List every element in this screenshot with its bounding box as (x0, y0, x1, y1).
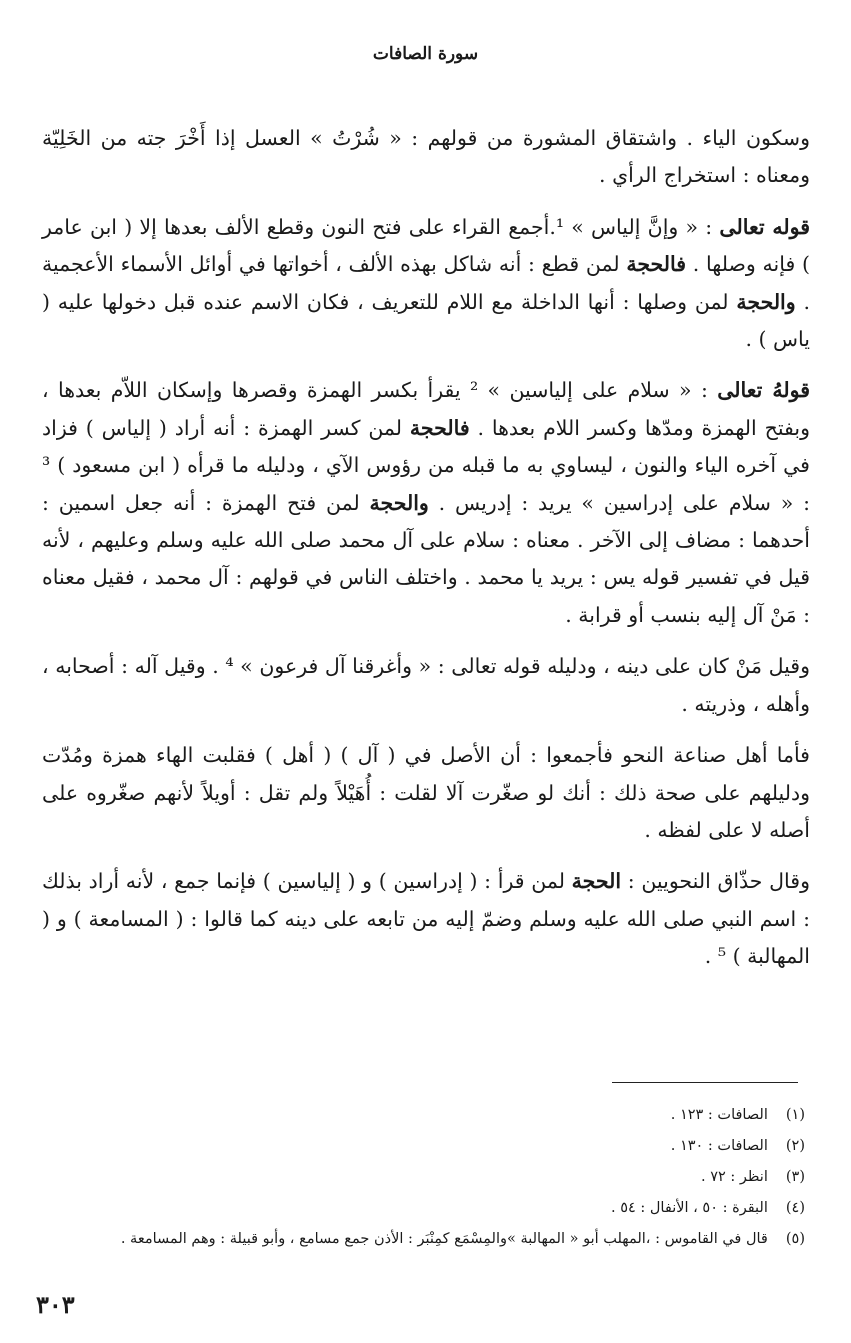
footnote-number: (٣) (785, 1169, 805, 1185)
footnote (60, 1131, 805, 1162)
paragraph (42, 737, 810, 849)
keyword-text: والحجة (736, 289, 796, 314)
keyword-text: فالحجة (409, 415, 470, 440)
paragraph (42, 120, 810, 195)
footnote-text: الصافات : ١٣٠ . (670, 1138, 768, 1154)
footnote-text: الصافات : ١٢٣ . (670, 1107, 768, 1123)
body-text-segment: : « وإنَّ إلياس » ¹.أجمع القراء على فتح النون وقطع الألف بعدها إلا ( ابن عامر ) فإنه وصلها . (42, 214, 810, 277)
body-text-segment: لمن قطع : أنه شاكل بهذه الألف ، أخواتها في أوائل الأسماء الأعجمية . (42, 252, 810, 314)
footnote-text: انظر : ٧٢ . (700, 1169, 768, 1185)
body-text-segment: لمن قرأ : ( إدراسين ) و ( إلياسين ) فإنما جمع ، لأنه أراد بذلك : اسم النبي صلى الله عليه وسلم وضمّ إليه من تابعه على دينه كما قالوا : ( المسامعة ) و ( المهالبة ) ⁵ . (42, 869, 810, 969)
body-text-segment: وقيل مَنْ كان على دينه ، ودليله قوله تعالى : « وأغرقنا آل فرعون » ⁴ . وقيل آله : أصحابه ، وأهله ، وذريته . (42, 654, 810, 716)
footnote-text: قال في القاموس : ،المهلب أبو « المهالبة »والمِسْمَع كمِنْبَر : الأذن جمع مسامع ، وأبو قبيلة : وهم المسامعة . (120, 1231, 768, 1247)
main-text (42, 120, 810, 990)
paragraph (42, 372, 810, 634)
body-text-segment: : « سلام على إلياسين » ² يقرأ بكسر الهمزة وقصرها وإسكان اللاّم بعدها ، وبفتح الهمزة ومدّها وكسر اللام بعدها . (42, 378, 810, 440)
footnote-number: (٥) (785, 1231, 805, 1247)
body-text-segment: فأما أهل صناعة النحو فأجمعوا : أن الأصل في ( آل ) ( أهل ) فقلبت الهاء همزة ومُدّت ودليلهم على صحة ذلك : أنك لو صغّرت آلا لقلت : أُهَيْلاً ولم تقل : أويلاً لأنهم صغّروه على أصله لا على لفظه . (42, 743, 810, 842)
keyword-text: قوله تعالى (719, 214, 811, 239)
footnote (60, 1224, 805, 1255)
paragraph (42, 648, 810, 723)
page-title: سورة الصافات (372, 44, 479, 64)
keyword-text: فالحجة (626, 252, 687, 277)
body-text-segment: لمن كسر الهمزة : أنه أراد ( إلياس ) فزاد في آخره الياء والنون ، ليساوي به ما قبله من رؤوس الآي ، ودليله ما قرأه ( ابن مسعود ) ³ : « سلام على إدراسين » يريد : إدريس . (42, 415, 810, 515)
footnote-text: البقرة : ٥٠ ، الأنفال : ٥٤ . (611, 1200, 768, 1216)
footnote (60, 1162, 805, 1193)
page-number: ٣٠٣ (36, 1290, 75, 1319)
keyword-text: الحجة (571, 869, 622, 894)
footnotes (60, 1100, 805, 1255)
footnote (60, 1100, 805, 1131)
keyword-text: قولهُ تعالى (717, 378, 810, 403)
footnote-number: (٢) (785, 1138, 805, 1154)
footnote-divider (612, 1082, 798, 1083)
footnote-number: (٤) (785, 1200, 805, 1216)
keyword-text: والحجة (369, 490, 429, 515)
footnote-number: (١) (785, 1107, 805, 1123)
body-text-segment: لمن وصلها : أنها الداخلة مع اللام للتعريف ، فكان الاسم عنده قبل دخولها عليه ( ياس ) . (42, 289, 810, 352)
body-text-segment: وسكون الياء . واشتقاق المشورة من قولهم : « شُرْتُ » العسل إذا أَخْرَ جته من الخَلِيّة ومعناه : استخراج الرأي . (42, 126, 810, 188)
body-text-segment: لمن فتح الهمزة : أنه جعل اسمين : أحدهما : مضاف إلى الآخر . معناه : سلام على آل محمد صلى الله عليه وسلم وعليهم ، لأنه قيل في تفسير قوله يس : يريد يا محمد . واختلف الناس في قولهم : آل محمد ، فقيل معناه : مَنْ آل إليه بنسب أو قرابة . (42, 490, 810, 627)
body-text-segment: وقال حذّاق النحويين : (621, 869, 810, 894)
footnote (60, 1193, 805, 1224)
paragraph (42, 209, 810, 359)
paragraph (42, 863, 810, 975)
